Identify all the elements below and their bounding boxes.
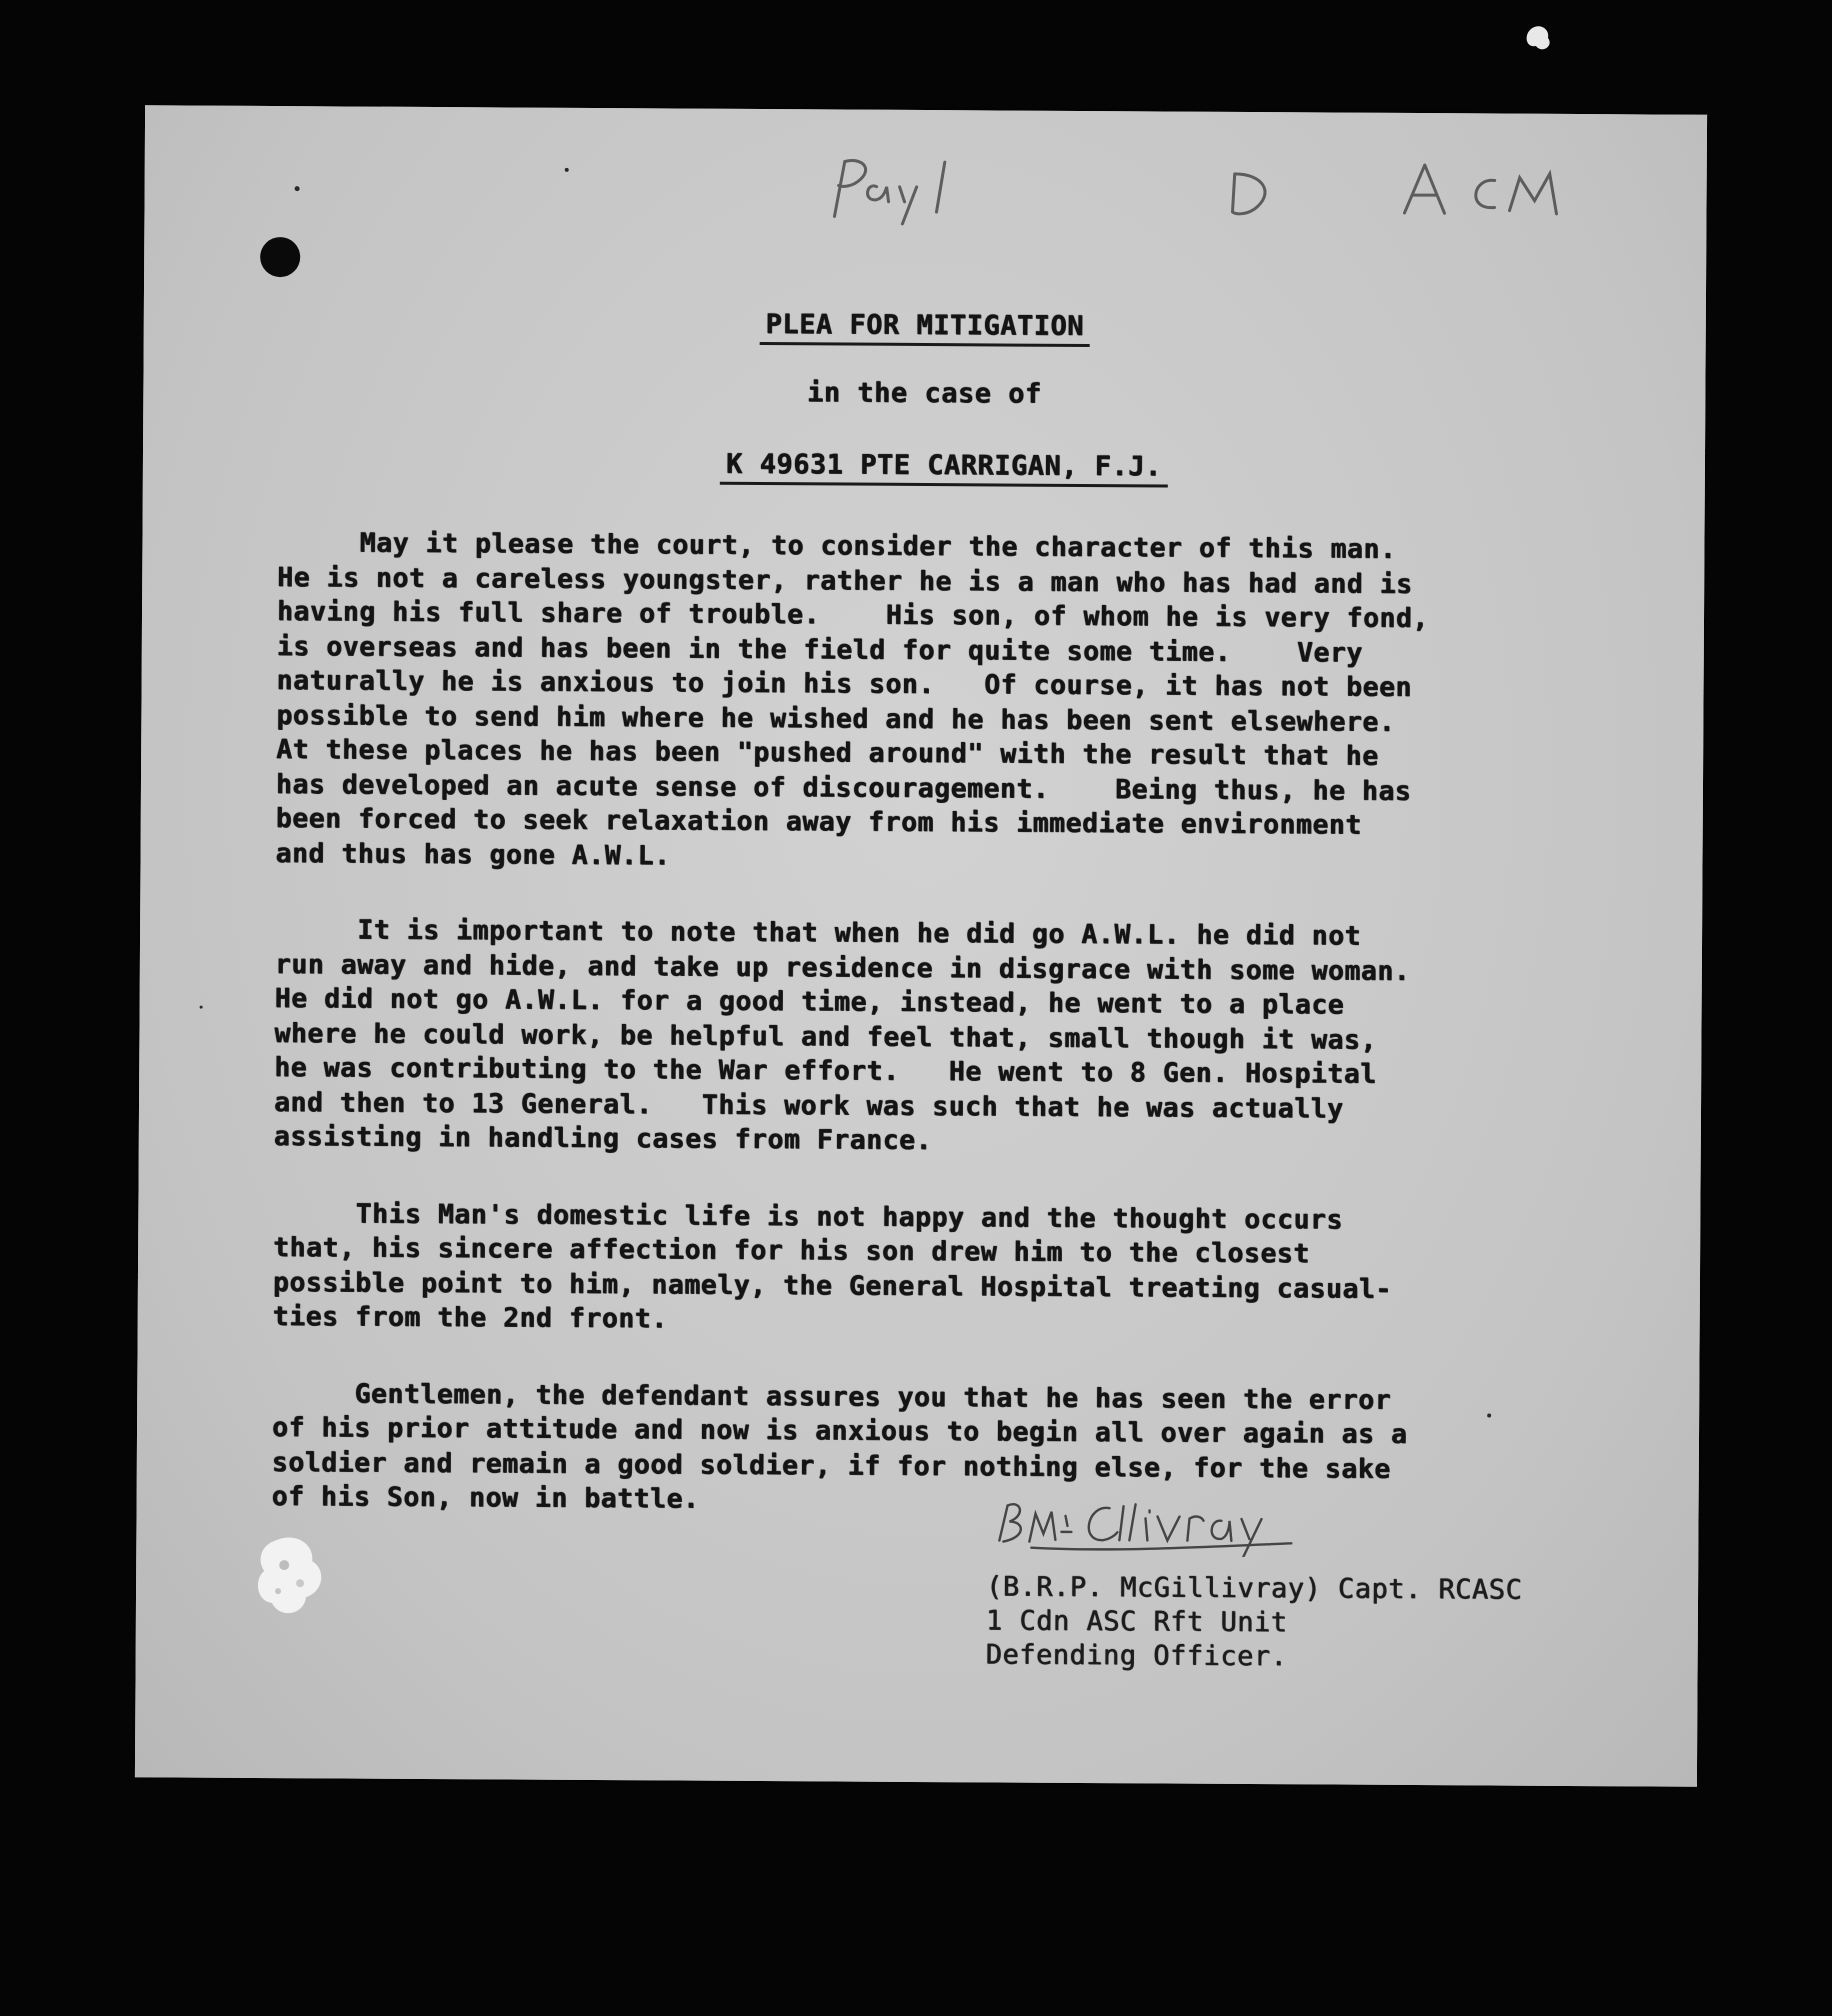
case-identifier: [183, 445, 1705, 485]
paragraph-character: May it please the court, to consider the character of this man. He is not a careless youngster, rather he is a man who has had and is having his full share of trouble. His son, of whom he is very fond, is overseas and has been in the field for quite some time. Very naturally he is anxious to join his son. Of course, it has not been possible to send him where he wished and he has been sent elsewhere. At these places he has been "pushed around" with the result that he has developed an acute sense of discouragement. Being thus, he has been forced to seek relaxation away from his immediate environment and thus has gone A.W.L.: [275, 527, 1429, 871]
case-identifier-text: K 49631 PTE CARRIGAN, F.J.: [720, 449, 1168, 488]
document-title-text: PLEA FOR MITIGATION: [759, 309, 1090, 347]
handwritten-note: [804, 131, 1625, 236]
document-title: [144, 305, 1706, 346]
scan-speck: [1520, 18, 1560, 58]
signature-role: Defending Officer.: [985, 1639, 1288, 1673]
dust-speck: [565, 168, 569, 172]
handwritten-signature: [991, 1485, 1331, 1557]
document-subtitle: in the case of: [806, 377, 1042, 410]
punch-hole: [260, 237, 300, 277]
document-page: [135, 105, 1707, 1787]
paper-damage-spot: [254, 1531, 331, 1621]
paragraph-domestic-life: This Man's domestic life is not happy and the thought occurs that, his sincere affection for his son drew him to the closest possible point to him, namely, the General Hospital treating casual- ties from the 2nd front.: [272, 1197, 1392, 1335]
paragraph-awl-conduct: It is important to note that when he did go A.W.L. he did not run away and hide, and take up residence in disgrace with some woman. He did not go A.W.L. for a good time, instead, he went to a place where he could work, be helpful and feel that, small though it was, he was contributing to the War effort. He went to 8 Gen. Hospital and then to 13 General. This work was such that he was actually assisting in handling cases from France.: [273, 914, 1411, 1157]
signature-block: [986, 1570, 1523, 1675]
paragraph-closing-appeal: Gentlemen, the defendant assures you that he has seen the error of his prior attitude and now is anxious to begin all over again as a soldier and remain a good soldier, if for nothing else, for the sake of his Son, now in battle.: [271, 1377, 1408, 1515]
plea-body: [271, 526, 1637, 1565]
dust-speck: [295, 186, 300, 191]
dust-speck: [1487, 1413, 1491, 1417]
signature-name-rank: (B.R.P. McGillivray) Capt. RCASC: [985, 1571, 1523, 1606]
signature-unit: 1 Cdn ASC Rft Unit: [985, 1605, 1288, 1639]
dust-speck: [200, 1006, 203, 1009]
